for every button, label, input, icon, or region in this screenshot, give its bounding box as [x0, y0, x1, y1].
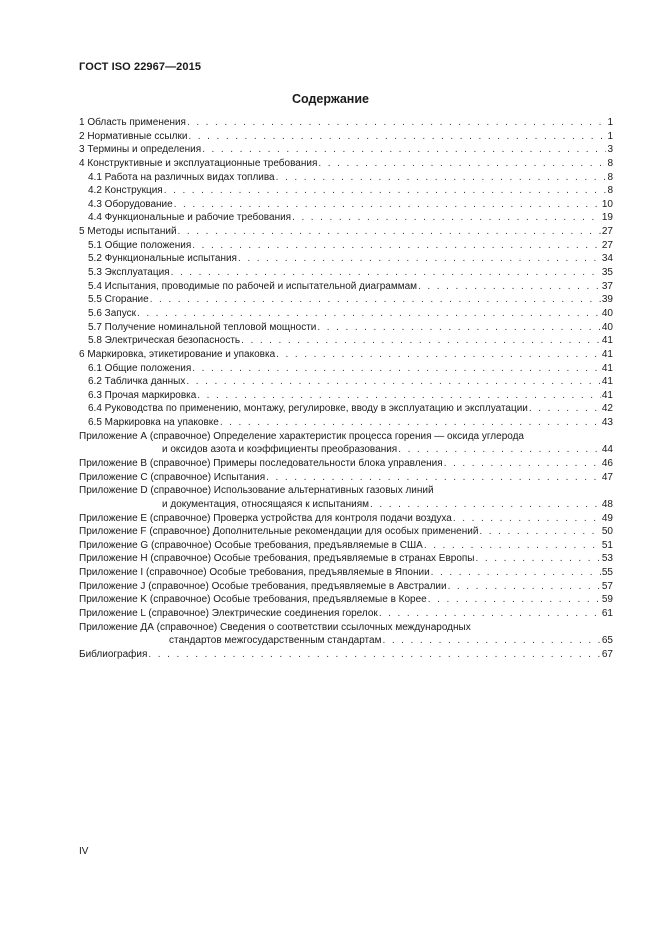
- dot-leader: [150, 293, 601, 307]
- toc-entry-page: 8: [607, 171, 613, 183]
- toc-entry-label: Приложение В (справочное) Примеры последовательности блока управления: [79, 458, 443, 469]
- toc-entry[interactable]: [79, 375, 613, 389]
- toc-entry-label: Приложение Е (справочное) Проверка устройства для контроля подачи воздуха: [79, 512, 452, 524]
- toc-entry-label: Приложение ДА (справочное) Сведения о соответствии ссылочных международных: [79, 621, 471, 633]
- toc-entry-label: 4.1 Работа на различных видах топлива: [88, 171, 275, 183]
- toc-entry[interactable]: [79, 198, 613, 212]
- dot-leader: [171, 266, 601, 280]
- toc-entry-page: 59: [601, 594, 613, 606]
- toc-entry-page: 41: [601, 389, 613, 401]
- toc-entry-label: 6.3 Прочая маркировка: [88, 389, 197, 401]
- toc-entry-label: 5.4 Испытания, проводимые по рабочей и испытательной диаграммам: [88, 280, 418, 292]
- toc-entry-page: 55: [601, 567, 613, 579]
- toc-entry[interactable]: [79, 648, 613, 662]
- dot-leader: [418, 280, 601, 294]
- toc-entry[interactable]: [79, 593, 613, 607]
- toc-entry-page: 43: [601, 417, 613, 429]
- toc-entry[interactable]: [79, 416, 613, 430]
- toc-entry-page: 40: [601, 307, 613, 319]
- toc-entry-label: 5.5 Сгорание: [88, 294, 149, 306]
- dot-leader: [186, 375, 601, 389]
- dot-leader: [379, 607, 601, 621]
- toc-entry[interactable]: [79, 130, 613, 144]
- toc-entry[interactable]: [79, 252, 613, 266]
- toc-entry[interactable]: [79, 293, 613, 307]
- toc-entry-page: 41: [601, 362, 613, 374]
- dot-leader: [476, 552, 601, 566]
- toc-entry-page: 53: [601, 553, 613, 565]
- toc-entry-label: 5.2 Функциональные испытания: [88, 253, 237, 265]
- toc-entry-page: 42: [601, 403, 613, 415]
- dot-leader: [266, 471, 601, 485]
- toc-entry-label: 6.4 Руководства по применению, монтажу, регулировке, вводу в эксплуатацию и эксплуатации: [88, 403, 528, 415]
- toc-entry[interactable]: [79, 157, 613, 171]
- toc-entry-label: 4 Конструктивные и эксплуатационные требования: [79, 157, 318, 169]
- toc-entry-page: 41: [601, 335, 613, 347]
- toc-entry-label: 4.2 Конструкция: [88, 185, 163, 197]
- toc-entry-label: Библиография: [79, 648, 148, 660]
- toc-entry[interactable]: [79, 621, 613, 648]
- dot-leader: [192, 362, 601, 376]
- toc-entry-page: 3: [607, 144, 613, 156]
- toc-entry-label-continuation: и оксидов азота и коэффициенты преобразования: [162, 444, 398, 456]
- toc-entry-label: Приложение D (справочное) Использование альтернативных газовых линий: [79, 485, 434, 497]
- dot-leader: [318, 157, 606, 171]
- toc-entry-page: 41: [601, 376, 613, 388]
- toc-entry[interactable]: [79, 143, 613, 157]
- toc-entry-label: 6.1 Общие положения: [88, 362, 192, 374]
- toc-entry[interactable]: [79, 512, 613, 526]
- toc-entry[interactable]: [79, 471, 613, 485]
- toc-entry-page: 61: [601, 608, 613, 620]
- document-id: ГОСТ ISO 22967—2015: [79, 61, 202, 73]
- dot-leader: [238, 252, 601, 266]
- dot-leader: [137, 307, 601, 321]
- dot-leader: [529, 402, 601, 416]
- toc-entry[interactable]: [79, 266, 613, 280]
- toc-entry[interactable]: [79, 171, 613, 185]
- dot-leader: [202, 143, 606, 157]
- dot-leader: [453, 512, 601, 526]
- toc-entry-page: 10: [601, 198, 613, 210]
- toc-entry[interactable]: [79, 402, 613, 416]
- toc-entry[interactable]: [79, 348, 613, 362]
- toc-entry-label: 4.3 Оборудование: [88, 198, 173, 210]
- dot-leader: [317, 321, 600, 335]
- toc-entry-page: 37: [601, 280, 613, 292]
- dot-leader: [241, 334, 601, 348]
- toc-entry-page: 57: [601, 580, 613, 592]
- toc-entry-label: 5.8 Электрическая безопасность: [88, 335, 241, 347]
- toc-entry-label: 5.3 Эксплуатация: [88, 267, 170, 279]
- toc-entry[interactable]: [79, 321, 613, 335]
- toc-entry[interactable]: [79, 525, 613, 539]
- dot-leader: [398, 443, 601, 457]
- toc-entry-label: Приложение K (справочное) Особые требования, предъявляемые в Корее: [79, 594, 427, 606]
- toc-entry-label: 5.1 Общие положения: [88, 239, 192, 251]
- toc-entry[interactable]: [79, 607, 613, 621]
- toc-entry-label: Приложение Н (справочное) Особые требования, предъявляемые в странах Европы: [79, 553, 475, 565]
- dot-leader: [292, 211, 601, 225]
- toc-entry[interactable]: [79, 580, 613, 594]
- toc-entry-page: 19: [601, 212, 613, 224]
- toc-entry-label: 4.4 Функциональные и рабочие требования: [88, 212, 292, 224]
- dot-leader: [164, 184, 607, 198]
- toc-entry-label: Приложение А (справочное) Определение характеристик процесса горения — оксида углерода: [79, 430, 524, 442]
- dot-leader: [428, 593, 601, 607]
- toc-entry-label: Приложение G (справочное) Особые требования, предъявляемые в США: [79, 539, 423, 551]
- toc-entry-page: 8: [607, 157, 613, 169]
- toc-entry-page: 49: [601, 512, 613, 524]
- toc-entry-label: Приложение F (справочное) Дополнительные рекомендации для особых применений: [79, 526, 479, 538]
- toc-entry-page: 48: [601, 498, 613, 510]
- toc-entry-page: 1: [607, 116, 613, 128]
- dot-leader: [192, 239, 601, 253]
- toc-entry-label: Приложение L (справочное) Электрические соединения горелок: [79, 608, 378, 620]
- toc-entry-page: 46: [601, 458, 613, 469]
- table-of-contents: [79, 116, 613, 662]
- dot-leader: [444, 457, 601, 471]
- toc-entry-label: 1 Область применения: [79, 116, 186, 128]
- toc-entry-page: 51: [601, 539, 613, 551]
- toc-entry-page: 27: [601, 239, 613, 251]
- toc-entry[interactable]: [79, 239, 613, 253]
- toc-entry[interactable]: [79, 389, 613, 403]
- dot-leader: [148, 648, 600, 662]
- toc-entry-label: 2 Нормативные ссылки: [79, 130, 188, 142]
- dot-leader: [276, 171, 607, 185]
- toc-entry-label-continuation: и документация, относящаяся к испытаниям: [162, 498, 369, 510]
- toc-title: Содержание: [291, 92, 369, 106]
- toc-entry[interactable]: [79, 430, 613, 457]
- toc-entry-page: 35: [601, 267, 613, 279]
- toc-entry[interactable]: [79, 566, 613, 580]
- toc-entry[interactable]: [79, 553, 613, 567]
- toc-entry-page: 44: [601, 444, 613, 456]
- toc-entry-page: 47: [601, 471, 613, 483]
- toc-entry[interactable]: [79, 225, 613, 239]
- dot-leader: [431, 566, 601, 580]
- dot-leader: [174, 198, 601, 212]
- dot-leader: [220, 416, 601, 430]
- toc-entry[interactable]: [79, 307, 613, 321]
- dot-leader: [479, 525, 600, 539]
- toc-entry-label: Приложение I (справочное) Особые требования, предъявляемые в Японии: [79, 567, 430, 579]
- toc-entry-label: 6.2 Табличка данных: [88, 376, 186, 388]
- toc-entry[interactable]: [79, 211, 613, 225]
- toc-entry-page: 39: [601, 294, 613, 306]
- toc-entry-label: 3 Термины и определения: [79, 144, 202, 156]
- toc-entry-page: 67: [601, 648, 613, 660]
- toc-entry-page: 1: [607, 130, 613, 142]
- toc-entry-label: 5 Методы испытаний: [79, 226, 177, 238]
- toc-entry-label: 5.7 Получение номинальной тепловой мощности: [88, 321, 317, 333]
- dot-leader: [370, 498, 601, 512]
- toc-entry-label-continuation: стандартов межгосударственным стандартам: [169, 635, 382, 647]
- page-number: IV: [79, 846, 89, 857]
- dot-leader: [424, 539, 601, 553]
- toc-entry-label: 6 Маркировка, этикетирование и упаковка: [79, 348, 276, 360]
- toc-entry[interactable]: [79, 457, 613, 471]
- toc-entry[interactable]: [79, 484, 613, 511]
- dot-leader: [448, 580, 601, 594]
- toc-entry[interactable]: [79, 539, 613, 553]
- toc-entry[interactable]: [79, 334, 613, 348]
- dot-leader: [188, 130, 606, 144]
- toc-entry-label: 5.6 Запуск: [88, 307, 136, 319]
- dot-leader: [178, 225, 601, 239]
- toc-entry-page: 41: [601, 348, 613, 360]
- dot-leader: [382, 634, 600, 648]
- toc-entry[interactable]: [79, 116, 613, 130]
- toc-entry[interactable]: [79, 280, 613, 294]
- toc-entry-page: 8: [607, 185, 613, 197]
- dot-leader: [197, 389, 601, 403]
- toc-entry[interactable]: [79, 184, 613, 198]
- toc-entry-page: 27: [601, 226, 613, 238]
- toc-entry-page: 40: [601, 321, 613, 333]
- dot-leader: [187, 116, 606, 130]
- toc-entry-page: 50: [601, 526, 613, 538]
- toc-entry[interactable]: [79, 362, 613, 376]
- toc-entry-label: 6.5 Маркировка на упаковке: [88, 417, 219, 429]
- toc-entry-page: 65: [601, 635, 613, 647]
- toc-entry-label: Приложение J (справочное) Особые требования, предъявляемые в Австралии: [79, 580, 447, 592]
- dot-leader: [276, 348, 601, 362]
- toc-entry-label: Приложение С (справочное) Испытания: [79, 471, 266, 483]
- toc-entry-page: 34: [601, 253, 613, 265]
